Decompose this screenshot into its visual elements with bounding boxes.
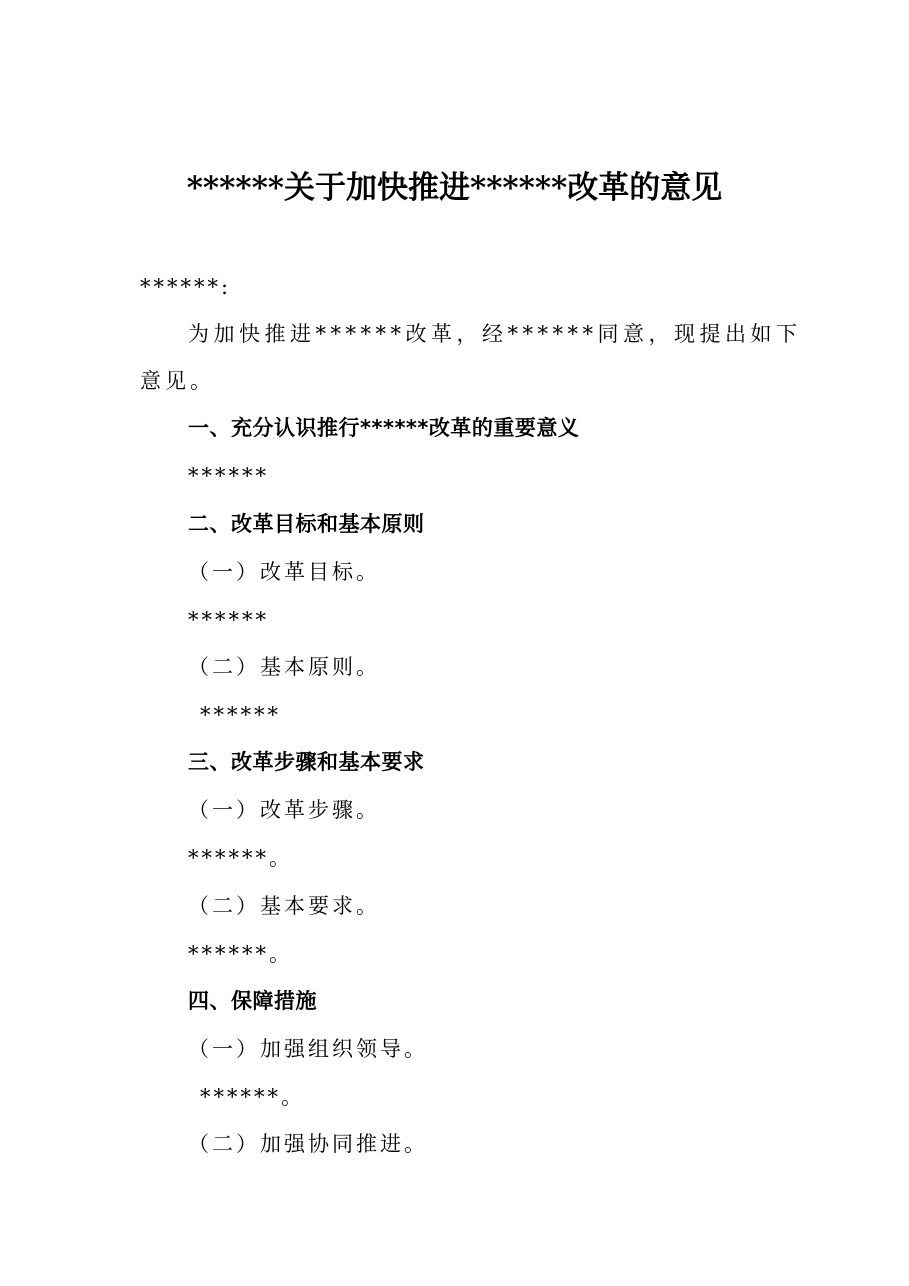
section-3-body-2: ******。 [188, 942, 293, 966]
section-3-subheading-2: （二）基本要求。 [188, 894, 380, 918]
intro-paragraph-line-1: 为加快推进******改革，经******同意，现提出如下 [188, 322, 802, 346]
section-4-heading: 四、保障措施 [188, 989, 317, 1013]
section-3-subheading-1: （一）改革步骤。 [188, 798, 380, 822]
section-3-body-1: ******。 [188, 846, 293, 870]
section-4-subheading-2: （二）加强协同推进。 [188, 1132, 428, 1156]
section-2-subheading-1: （一）改革目标。 [188, 560, 380, 584]
section-1-body: ****** [188, 464, 269, 488]
section-4-body-1: ******。 [200, 1085, 305, 1109]
salutation: ******: [140, 275, 232, 299]
section-2-heading: 二、改革目标和基本原则 [188, 512, 425, 536]
intro-paragraph-line-2: 意见。 [140, 369, 215, 393]
section-3-heading: 三、改革步骤和基本要求 [188, 750, 425, 774]
section-1-heading: 一、充分认识推行******改革的重要意义 [188, 416, 580, 440]
section-2-subheading-2: （二）基本原则。 [188, 655, 380, 679]
section-2-body-1: ****** [188, 608, 269, 632]
section-4-subheading-1: （一）加强组织领导。 [188, 1037, 428, 1061]
section-2-body-2: ****** [200, 703, 281, 727]
document-title: ******关于加快推进******改革的意见 [186, 170, 723, 206]
